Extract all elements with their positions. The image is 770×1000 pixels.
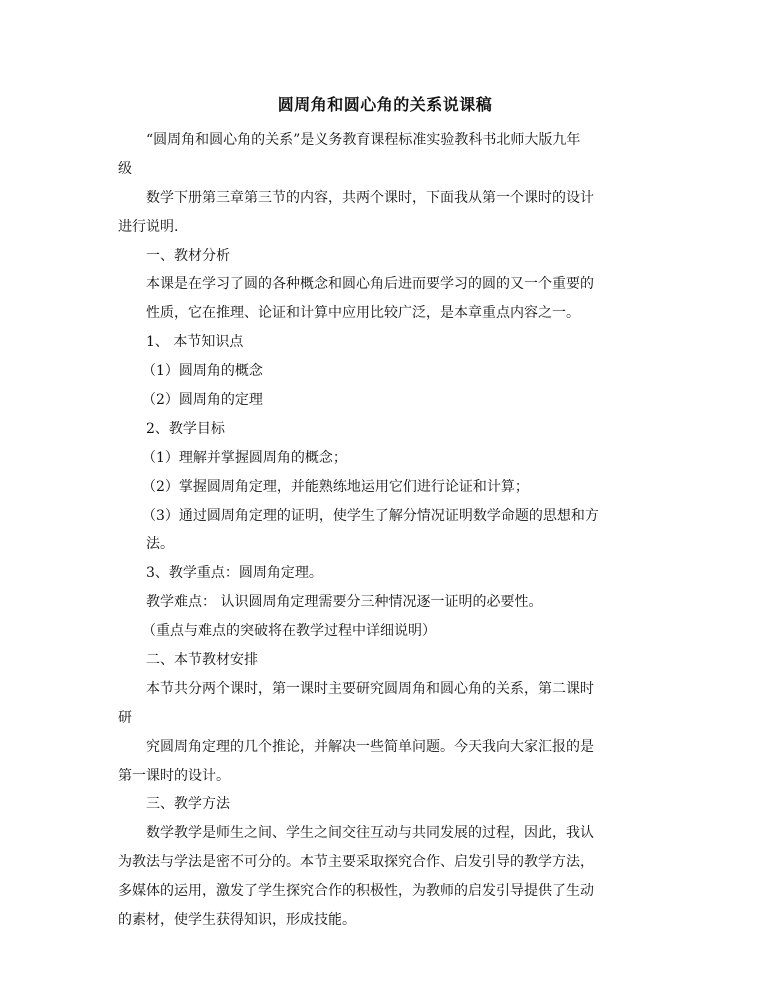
text-line: “圆周角和圆心角的关系”是义务教育课程标准实验教科书北师大版九年 xyxy=(146,132,581,148)
text-line: （重点与难点的突破将在教学过程中详细说明） xyxy=(142,623,436,640)
text-line: 2、教学目标 xyxy=(146,420,225,437)
text-line: 本节共分两个课时，第一课时主要研究圆周角和圆心角的关系，第二课时 xyxy=(146,680,594,697)
text-line: 法。 xyxy=(146,536,174,553)
text-line: 第一课时的设计。 xyxy=(118,767,230,784)
text-line: 一、教材分析 xyxy=(146,247,230,264)
text-line: 三、教学方法 xyxy=(146,796,230,813)
document-body xyxy=(118,126,658,935)
text-line: 本课是在学习了圆的各种概念和圆心角后进而要学习的圆的又一个重要的 xyxy=(146,276,594,293)
text-line: 究圆周角定理的几个推论，并解决一些简单问题。今天我向大家汇报的是 xyxy=(146,738,594,755)
text-line: 性质，它在推理、论证和计算中应用比较广泛，是本章重点内容之一。 xyxy=(146,305,580,322)
text-line: 数学下册第三章第三节的内容，共两个课时，下面我从第一个课时的设计 xyxy=(146,189,594,206)
text-line: 1、 本节知识点 xyxy=(146,334,244,351)
text-line: 研 xyxy=(118,709,132,726)
text-line: （1）圆周角的概念 xyxy=(142,363,263,380)
text-line: （1）理解并掌握圆周角的概念； xyxy=(142,449,347,466)
text-line: 数学教学是师生之间、学生之间交往互动与共同发展的过程，因此，我认 xyxy=(146,825,594,842)
text-line: 教学难点： 认识圆周角定理需要分三种情况逐一证明的必要性。 xyxy=(146,594,543,611)
text-line: 进行说明. xyxy=(118,218,179,235)
text-line: 二、本节教材安排 xyxy=(146,652,258,669)
text-line: （2）掌握圆周角定理，并能熟练地运用它们进行论证和计算； xyxy=(142,478,529,495)
text-line: 3、教学重点：圆周角定理。 xyxy=(146,565,323,582)
text-line: 的素材，使学生获得知识，形成技能。 xyxy=(118,912,356,929)
text-line: 多媒体的运用，激发了学生探究合作的积极性，为教师的启发引导提供了生动 xyxy=(118,883,594,900)
text-line: （3）通过圆周角定理的证明，使学生了解分情况证明数学命题的思想和方 xyxy=(142,507,599,524)
text-line: （2）圆周角的定理 xyxy=(142,392,263,409)
document-title: 圆周角和圆心角的关系说课稿 xyxy=(277,95,493,114)
text-line: 为教法与学法是密不可分的。本节主要采取探究合作、启发引导的教学方法， xyxy=(118,854,594,871)
text-line: 级 xyxy=(118,160,132,177)
